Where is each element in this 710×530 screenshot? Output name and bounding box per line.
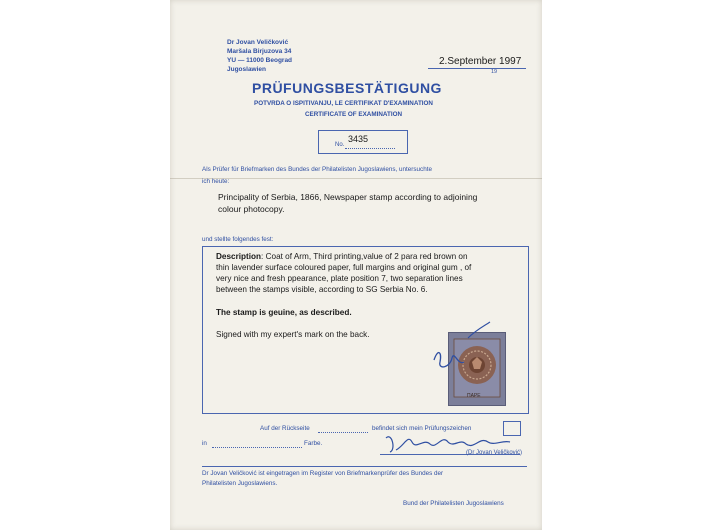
back-label: Auf der Rückseite xyxy=(260,425,310,432)
description-line-3: very nice and fresh ppearance, plate position 7, two separation lines xyxy=(216,274,463,283)
item-line-2: colour photocopy. xyxy=(218,204,285,214)
footer-rule xyxy=(202,466,527,467)
intro-line-2: ich heute: xyxy=(202,178,230,185)
description-line-1 xyxy=(216,252,468,261)
address-city: YU — 11000 Beograd xyxy=(227,57,293,64)
date-line xyxy=(428,68,526,69)
back-mark-text: befindet sich mein Prüfungszeichen xyxy=(372,425,472,432)
subtitle-english: CERTIFICATE OF EXAMINATION xyxy=(305,111,403,118)
expert-mark-signature xyxy=(428,318,498,378)
finding-intro: und stellte folgendes fest: xyxy=(202,236,274,243)
subtitle-multilingual: POTVRDA O ISPITIVANJU, LE CERTIFIKAT D'EXAMINATION xyxy=(254,100,433,107)
description-line-4: between the stamps visible, according to SG Serbia No. 6. xyxy=(216,285,428,294)
register-line-1: Dr Jovan Veličković ist eingetragen im Register von Briefmarkenprüfer des Bundes der xyxy=(202,470,444,477)
federation-name: Bund der Philatelisten Jugoslawiens xyxy=(403,500,504,507)
number-dotted-line xyxy=(345,148,395,149)
in-label: in xyxy=(202,440,207,447)
back-dotted-line xyxy=(318,432,368,433)
color-label: Farbe. xyxy=(304,440,323,447)
address-country: Jugoslawien xyxy=(227,66,267,73)
description-line-2: thin lavender surface coloured paper, full margins and original gum , of xyxy=(216,263,472,272)
number-value: 3435 xyxy=(348,134,369,144)
description-label: Description xyxy=(216,252,262,261)
date-year-print: 19 xyxy=(491,69,498,75)
color-dotted-line xyxy=(212,447,302,448)
page-title: PRÜFUNGSBESTÄTIGUNG xyxy=(252,80,442,96)
signed-text: Signed with my expert's mark on the back. xyxy=(216,330,370,339)
intro-line-1: Als Prüfer für Briefmarken des Bundes der Philatelisten Jugoslawiens, untersuchte xyxy=(202,166,432,173)
description-text-1: : Coat of Arm, Third printing,value of 2 para red brown on xyxy=(261,252,468,261)
number-label: No. xyxy=(335,142,345,148)
address-name: Dr Jovan Veličković xyxy=(227,39,289,46)
address-street: Maršala Birjuzova 34 xyxy=(227,48,292,55)
stamp-value-text: ПАРЕ xyxy=(467,393,481,399)
signer-name: (Dr Jovan Veličković) xyxy=(466,450,523,456)
date-typed: 2.September 1997 xyxy=(439,56,522,67)
verdict-text: The stamp is geuine, as described. xyxy=(216,308,352,317)
item-line-1: Principality of Serbia, 1866, Newspaper stamp according to adjoining xyxy=(218,192,478,202)
register-line-2: Philatelisten Jugoslawiens. xyxy=(202,480,278,487)
